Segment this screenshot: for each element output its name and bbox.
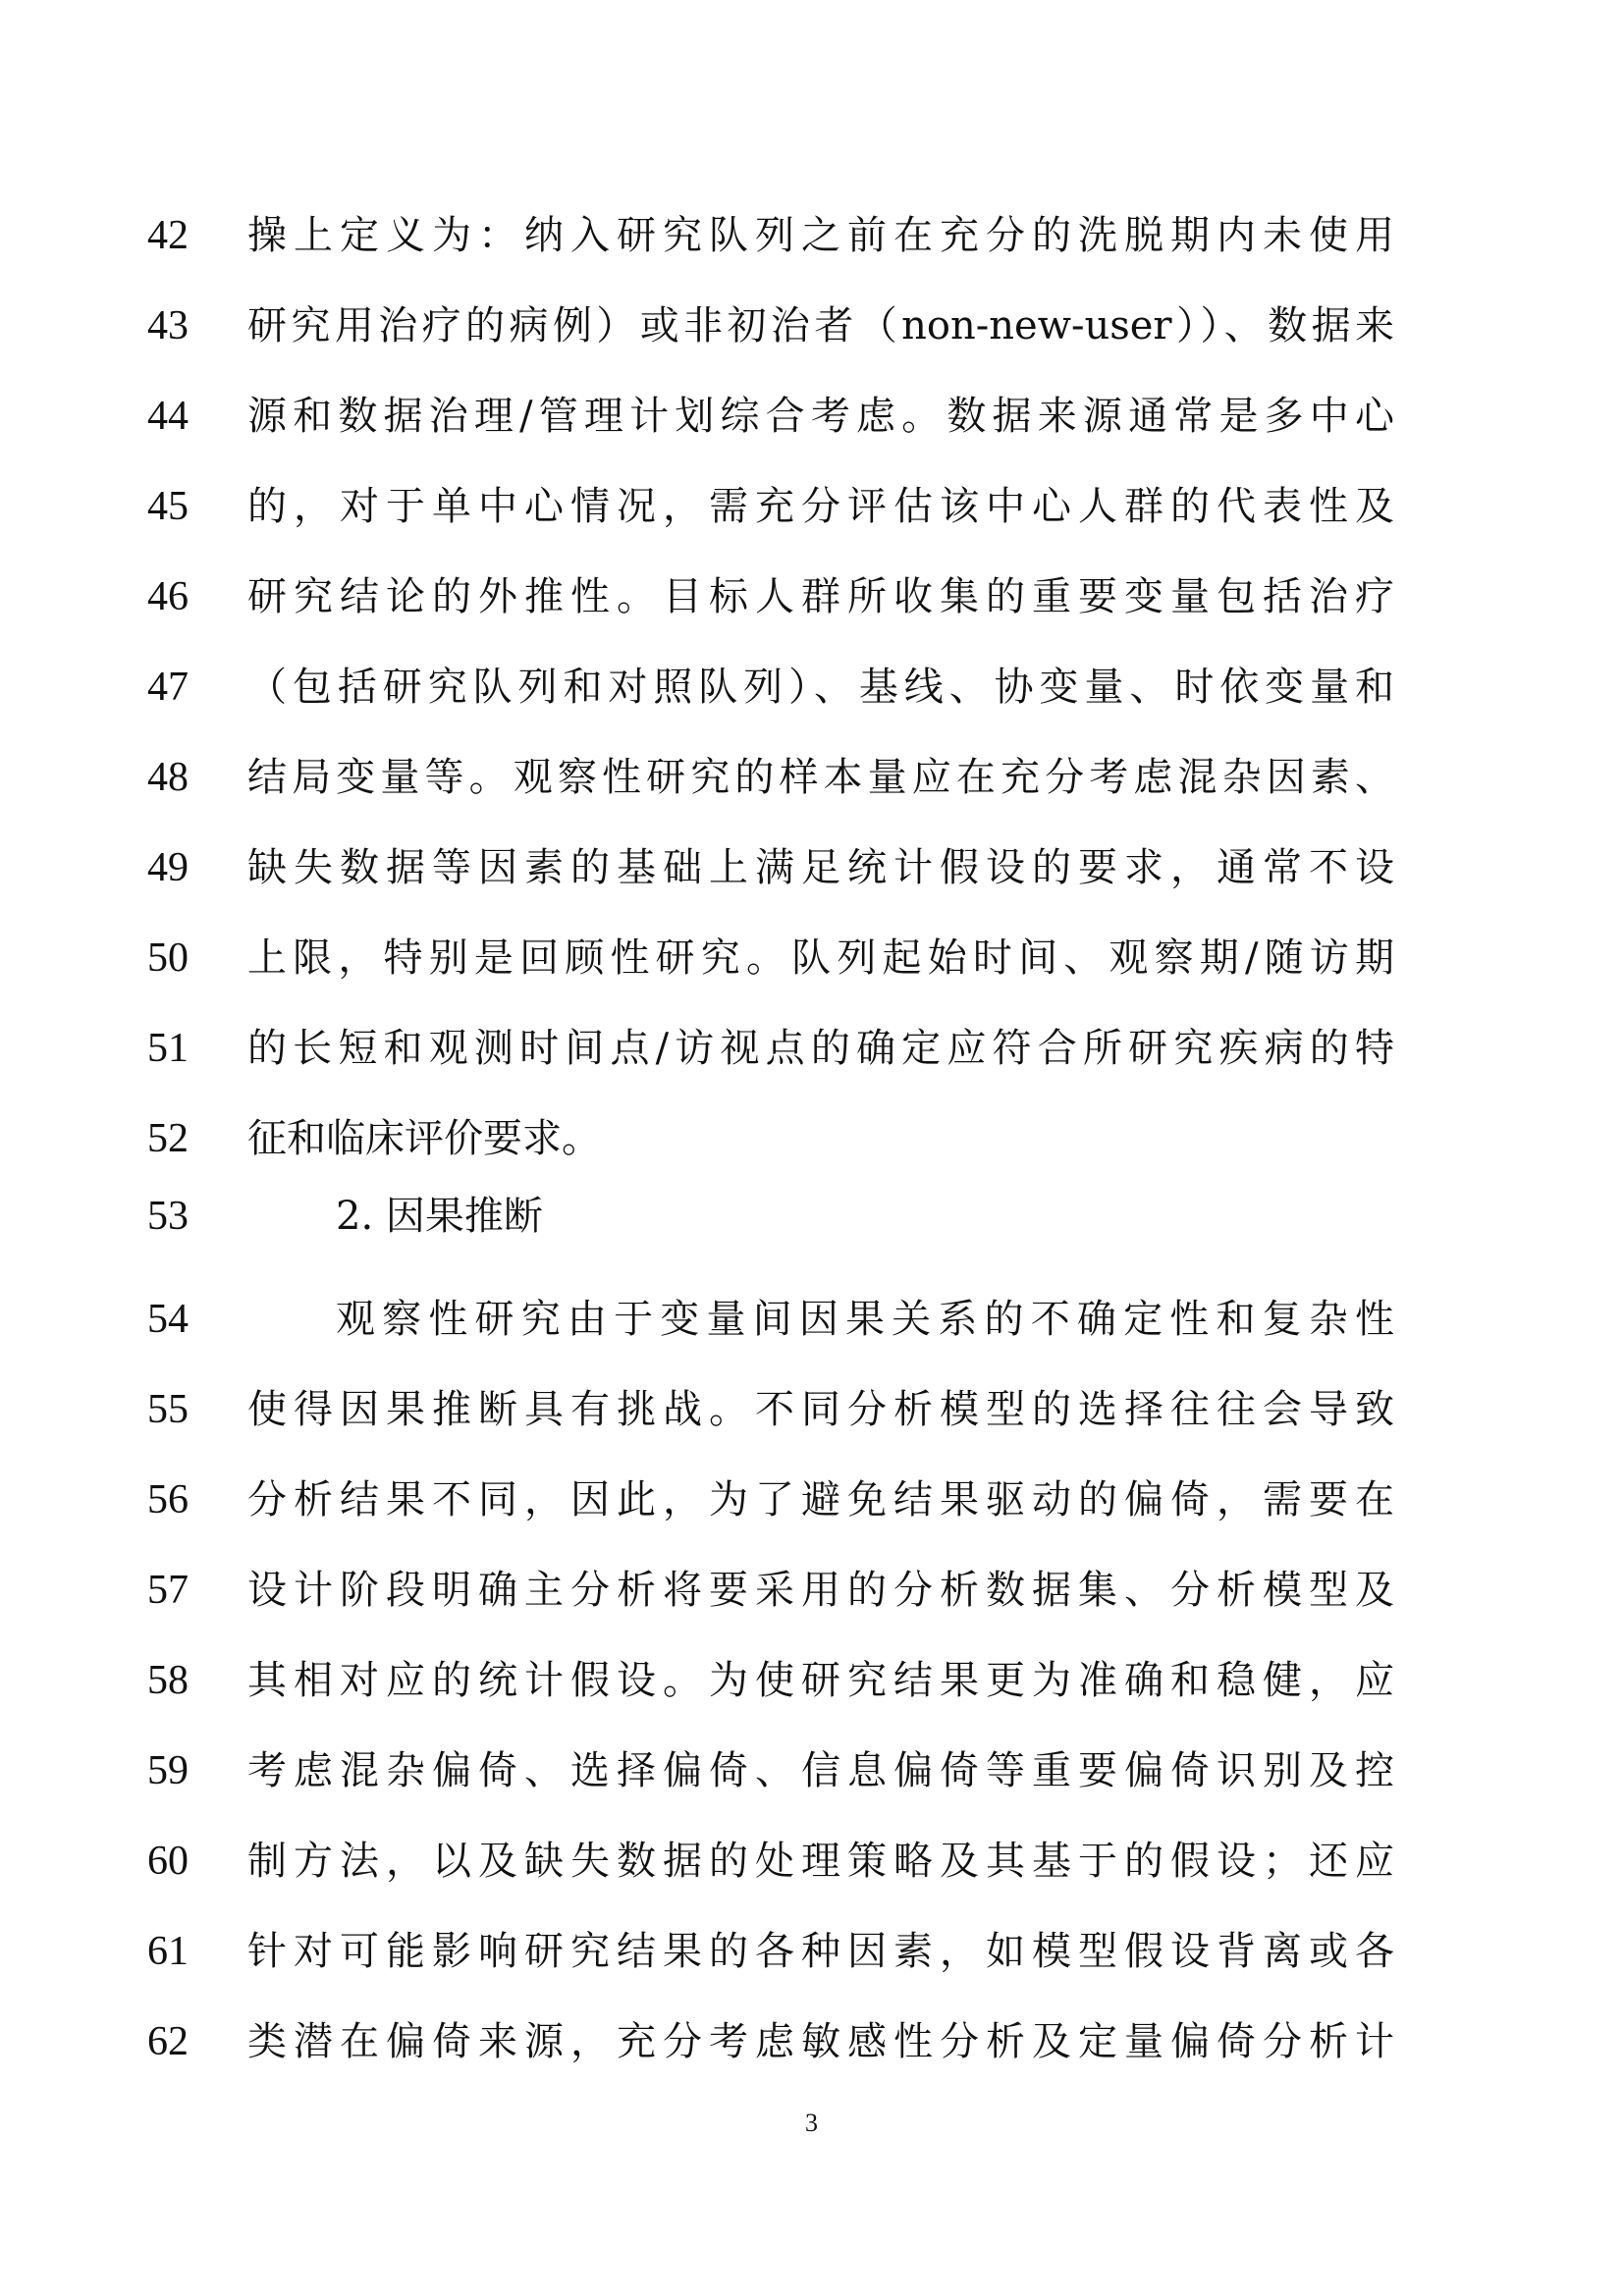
line-text: 研究用治疗的病例）或非初治者（non-new-user））、数据来 <box>247 303 1394 348</box>
line-number: 42 <box>147 213 189 258</box>
text-line <box>0 296 1623 355</box>
line-number: 43 <box>147 303 189 348</box>
page-number: 3 <box>805 2109 818 2137</box>
text-line <box>0 2012 1623 2071</box>
text-line <box>0 206 1623 265</box>
line-text: 结局变量等。观察性研究的样本量应在充分考虑混杂因素、 <box>247 755 1394 800</box>
line-text: 缺失数据等因素的基础上满足统计假设的要求，通常不设 <box>247 845 1394 890</box>
text-line <box>0 1651 1623 1710</box>
line-number: 58 <box>147 1658 189 1703</box>
line-text: 源和数据治理/管理计划综合考虑。数据来源通常是多中心 <box>247 394 1394 439</box>
line-text: 设计阶段明确主分析将要采用的分析数据集、分析模型及 <box>247 1568 1394 1613</box>
line-number: 59 <box>147 1748 189 1793</box>
line-number: 60 <box>147 1839 189 1884</box>
line-text: 研究结论的外推性。目标人群所收集的重要变量包括治疗 <box>247 574 1394 619</box>
line-text: 类潜在偏倚来源，充分考虑敏感性分析及定量偏倚分析计 <box>247 2019 1394 2064</box>
section-heading-line <box>0 1187 1623 1246</box>
line-number: 55 <box>147 1387 189 1432</box>
text-line <box>0 567 1623 626</box>
line-text: 分析结果不同，因此，为了避免结果驱动的偏倚，需要在 <box>247 1477 1394 1522</box>
text-line <box>0 1741 1623 1800</box>
text-line <box>0 387 1623 446</box>
text-line <box>0 1922 1623 1981</box>
text-line <box>0 1561 1623 1620</box>
text-line <box>0 929 1623 988</box>
line-text: 操上定义为：纳入研究队列之前在充分的洗脱期内未使用 <box>247 213 1394 258</box>
line-number: 52 <box>147 1116 189 1161</box>
text-line <box>0 1019 1623 1078</box>
text-line <box>0 1380 1623 1439</box>
line-text: 征和临床评价要求。 <box>247 1116 601 1161</box>
line-number: 47 <box>147 665 189 710</box>
line-number: 50 <box>147 935 189 981</box>
text-line <box>0 748 1623 807</box>
line-number: 62 <box>147 2019 189 2064</box>
text-line <box>0 1832 1623 1891</box>
line-text: 针对可能影响研究结果的各种因素，如模型假设背离或各 <box>247 1929 1394 1974</box>
line-number: 45 <box>147 484 189 529</box>
line-text: 的，对于单中心情况，需充分评估该中心人群的代表性及 <box>247 484 1394 529</box>
line-number: 49 <box>147 845 189 890</box>
text-line <box>0 1470 1623 1529</box>
line-number: 56 <box>147 1477 189 1522</box>
line-text: 的长短和观测时间点/访视点的确定应符合所研究疾病的特 <box>247 1026 1394 1071</box>
text-line <box>0 838 1623 897</box>
line-number: 44 <box>147 394 189 439</box>
line-text: 观察性研究由于变量间因果关系的不确定性和复杂性 <box>336 1297 1394 1342</box>
line-number: 48 <box>147 755 189 800</box>
line-text: 其相对应的统计假设。为使研究结果更为准确和稳健，应 <box>247 1658 1394 1703</box>
text-line <box>0 658 1623 717</box>
line-number: 51 <box>147 1026 189 1071</box>
line-number: 46 <box>147 574 189 619</box>
line-text: 考虑混杂偏倚、选择偏倚、信息偏倚等重要偏倚识别及控 <box>247 1748 1394 1793</box>
line-number: 57 <box>147 1568 189 1613</box>
line-number: 61 <box>147 1929 189 1974</box>
line-number: 53 <box>147 1194 189 1239</box>
section-heading: 2. 因果推断 <box>336 1194 543 1239</box>
text-line <box>0 477 1623 536</box>
text-line <box>0 1290 1623 1349</box>
line-text: 制方法，以及缺失数据的处理策略及其基于的假设；还应 <box>247 1839 1394 1884</box>
text-line <box>0 1109 1623 1168</box>
line-text: 上限，特别是回顾性研究。队列起始时间、观察期/随访期 <box>247 935 1394 981</box>
line-text: 使得因果推断具有挑战。不同分析模型的选择往往会导致 <box>247 1387 1394 1432</box>
line-number: 54 <box>147 1297 189 1342</box>
line-text: （包括研究队列和对照队列）、基线、协变量、时依变量和 <box>247 665 1394 710</box>
